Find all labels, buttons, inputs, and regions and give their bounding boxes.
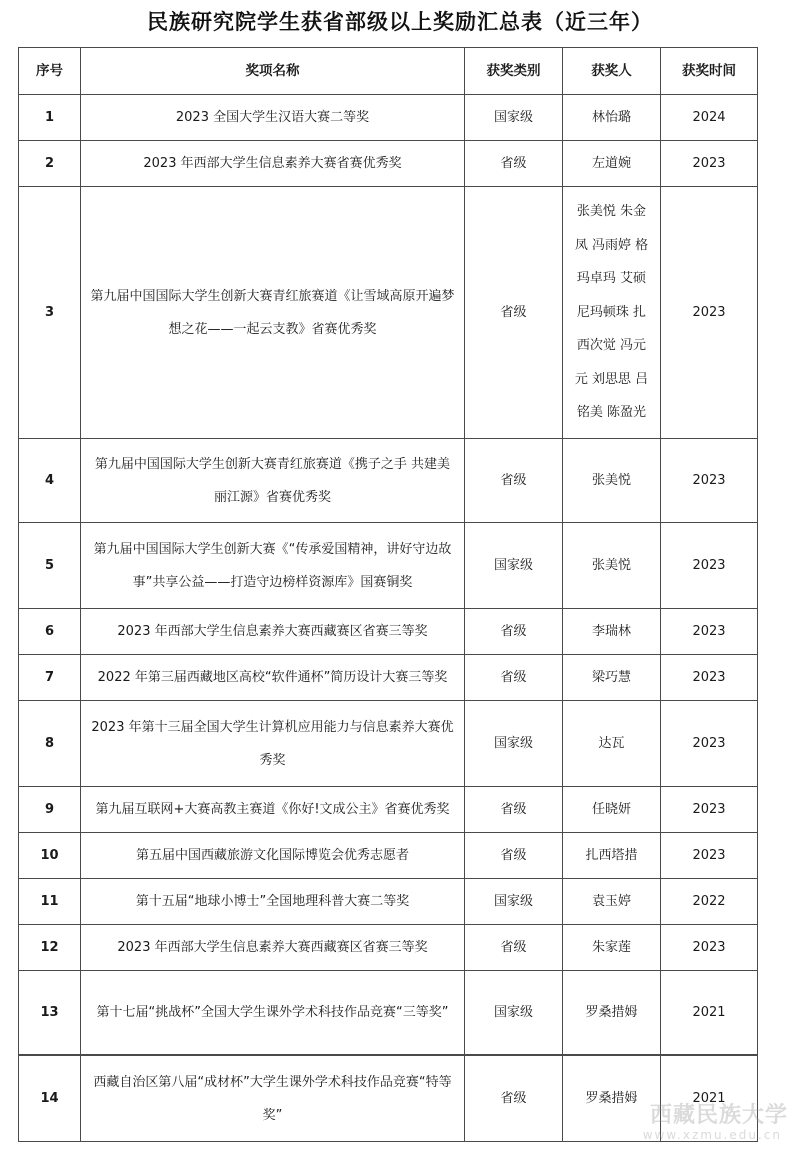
row-no: 8 — [19, 701, 81, 787]
row-winner: 李瑞林 — [563, 609, 661, 655]
row-no: 13 — [19, 971, 81, 1055]
row-year: 2023 — [661, 833, 758, 879]
row-award-name: 2023 年西部大学生信息素养大赛省赛优秀奖 — [81, 141, 465, 187]
row-year: 2023 — [661, 925, 758, 971]
row-winner: 张美悦 — [563, 523, 661, 609]
watermark-url: www.xzmu.edu.cn — [642, 1128, 782, 1142]
row-year: 2023 — [661, 141, 758, 187]
page-title: 民族研究院学生获省部级以上奖励汇总表（近三年） — [147, 10, 653, 34]
row-category: 省级 — [465, 609, 563, 655]
row-winner: 任晓妍 — [563, 787, 661, 833]
row-year: 2021 — [661, 971, 758, 1055]
row-year: 2023 — [661, 787, 758, 833]
table-row — [19, 655, 758, 701]
table-row — [19, 439, 758, 523]
row-winner: 梁巧慧 — [563, 655, 661, 701]
row-category: 省级 — [465, 787, 563, 833]
row-year: 2023 — [661, 187, 758, 439]
row-award-name: 2023 全国大学生汉语大赛二等奖 — [81, 95, 465, 141]
table-row — [19, 141, 758, 187]
row-no: 9 — [19, 787, 81, 833]
header-no: 序号 — [19, 48, 81, 95]
row-category: 省级 — [465, 141, 563, 187]
header-winner: 获奖人 — [563, 48, 661, 95]
row-category: 国家级 — [465, 879, 563, 925]
row-winner: 扎西塔措 — [563, 833, 661, 879]
row-award-name: 第九届中国国际大学生创新大赛《“传承爱国精神，讲好守边故事”共享公益——打造守边榜样资源库》国赛铜奖 — [81, 523, 465, 609]
header-year: 获奖时间 — [661, 48, 758, 95]
table-row — [19, 879, 758, 925]
row-category: 国家级 — [465, 971, 563, 1055]
row-year: 2023 — [661, 523, 758, 609]
row-award-name: 2023 年西部大学生信息素养大赛西藏赛区省赛三等奖 — [81, 925, 465, 971]
row-category: 省级 — [465, 655, 563, 701]
row-award-name: 2022 年第三届西藏地区高校“软件通杯”简历设计大赛三等奖 — [81, 655, 465, 701]
row-category: 国家级 — [465, 95, 563, 141]
row-category: 国家级 — [465, 523, 563, 609]
row-year: 2024 — [661, 95, 758, 141]
row-winner: 罗桑措姆 — [563, 1056, 661, 1142]
row-no: 7 — [19, 655, 81, 701]
row-category: 省级 — [465, 187, 563, 439]
header-category: 获奖类别 — [465, 48, 563, 95]
row-award-name: 第十五届“地球小博士”全国地理科普大赛二等奖 — [81, 879, 465, 925]
row-year: 2023 — [661, 655, 758, 701]
table-row — [19, 609, 758, 655]
row-no: 3 — [19, 187, 81, 439]
table-row — [19, 833, 758, 879]
row-award-name: 第九届中国国际大学生创新大赛青红旅赛道《让雪域高原开遍梦想之花——一起云支教》省赛优秀奖 — [81, 187, 465, 439]
row-no: 14 — [19, 1056, 81, 1142]
row-award-name: 2023 年西部大学生信息素养大赛西藏赛区省赛三等奖 — [81, 609, 465, 655]
row-category: 省级 — [465, 439, 563, 523]
row-year: 2023 — [661, 701, 758, 787]
row-winner: 罗桑措姆 — [563, 971, 661, 1055]
row-no: 10 — [19, 833, 81, 879]
row-winner: 张美悦 朱金凤 冯雨婷 格玛卓玛 艾硕 尼玛顿珠 扎西次觉 冯元元 刘思思 吕铭美 陈盈光 — [563, 187, 661, 439]
row-winner: 林怡璐 — [563, 95, 661, 141]
row-category: 国家级 — [465, 701, 563, 787]
header-name: 奖项名称 — [81, 48, 465, 95]
row-winner: 朱家莲 — [563, 925, 661, 971]
row-year: 2023 — [661, 609, 758, 655]
row-award-name: 第五届中国西藏旅游文化国际博览会优秀志愿者 — [81, 833, 465, 879]
awards-table — [18, 47, 758, 1055]
table-row — [19, 925, 758, 971]
row-no: 12 — [19, 925, 81, 971]
watermark-text: 西藏民族大学 — [649, 1103, 788, 1128]
row-year: 2023 — [661, 439, 758, 523]
row-award-name: 第十七届“挑战杯”全国大学生课外学术科技作品竞赛“三等奖” — [81, 971, 465, 1055]
row-award-name: 西藏自治区第八届“成材杯”大学生课外学术科技作品竞赛“特等奖” — [81, 1056, 465, 1142]
row-winner: 达瓦 — [563, 701, 661, 787]
row-winner: 左道婉 — [563, 141, 661, 187]
row-no: 11 — [19, 879, 81, 925]
table-row — [19, 95, 758, 141]
row-category: 省级 — [465, 1056, 563, 1142]
table-row — [19, 787, 758, 833]
row-no: 2 — [19, 141, 81, 187]
row-no: 4 — [19, 439, 81, 523]
row-year: 2021 — [661, 1056, 758, 1142]
table-row — [19, 187, 758, 439]
row-category: 省级 — [465, 925, 563, 971]
table-row — [19, 971, 758, 1055]
row-award-name: 第九届互联网+大赛高教主赛道《你好!文成公主》省赛优秀奖 — [81, 787, 465, 833]
row-no: 1 — [19, 95, 81, 141]
row-year: 2022 — [661, 879, 758, 925]
row-no: 5 — [19, 523, 81, 609]
row-winner: 袁玉婷 — [563, 879, 661, 925]
row-winner: 张美悦 — [563, 439, 661, 523]
table-row — [19, 523, 758, 609]
row-category: 省级 — [465, 833, 563, 879]
row-no: 6 — [19, 609, 81, 655]
table-header-row — [19, 48, 758, 95]
row-award-name: 2023 年第十三届全国大学生计算机应用能力与信息素养大赛优秀奖 — [81, 701, 465, 787]
row-award-name: 第九届中国国际大学生创新大赛青红旅赛道《携子之手 共建美丽江源》省赛优秀奖 — [81, 439, 465, 523]
table-row — [19, 701, 758, 787]
